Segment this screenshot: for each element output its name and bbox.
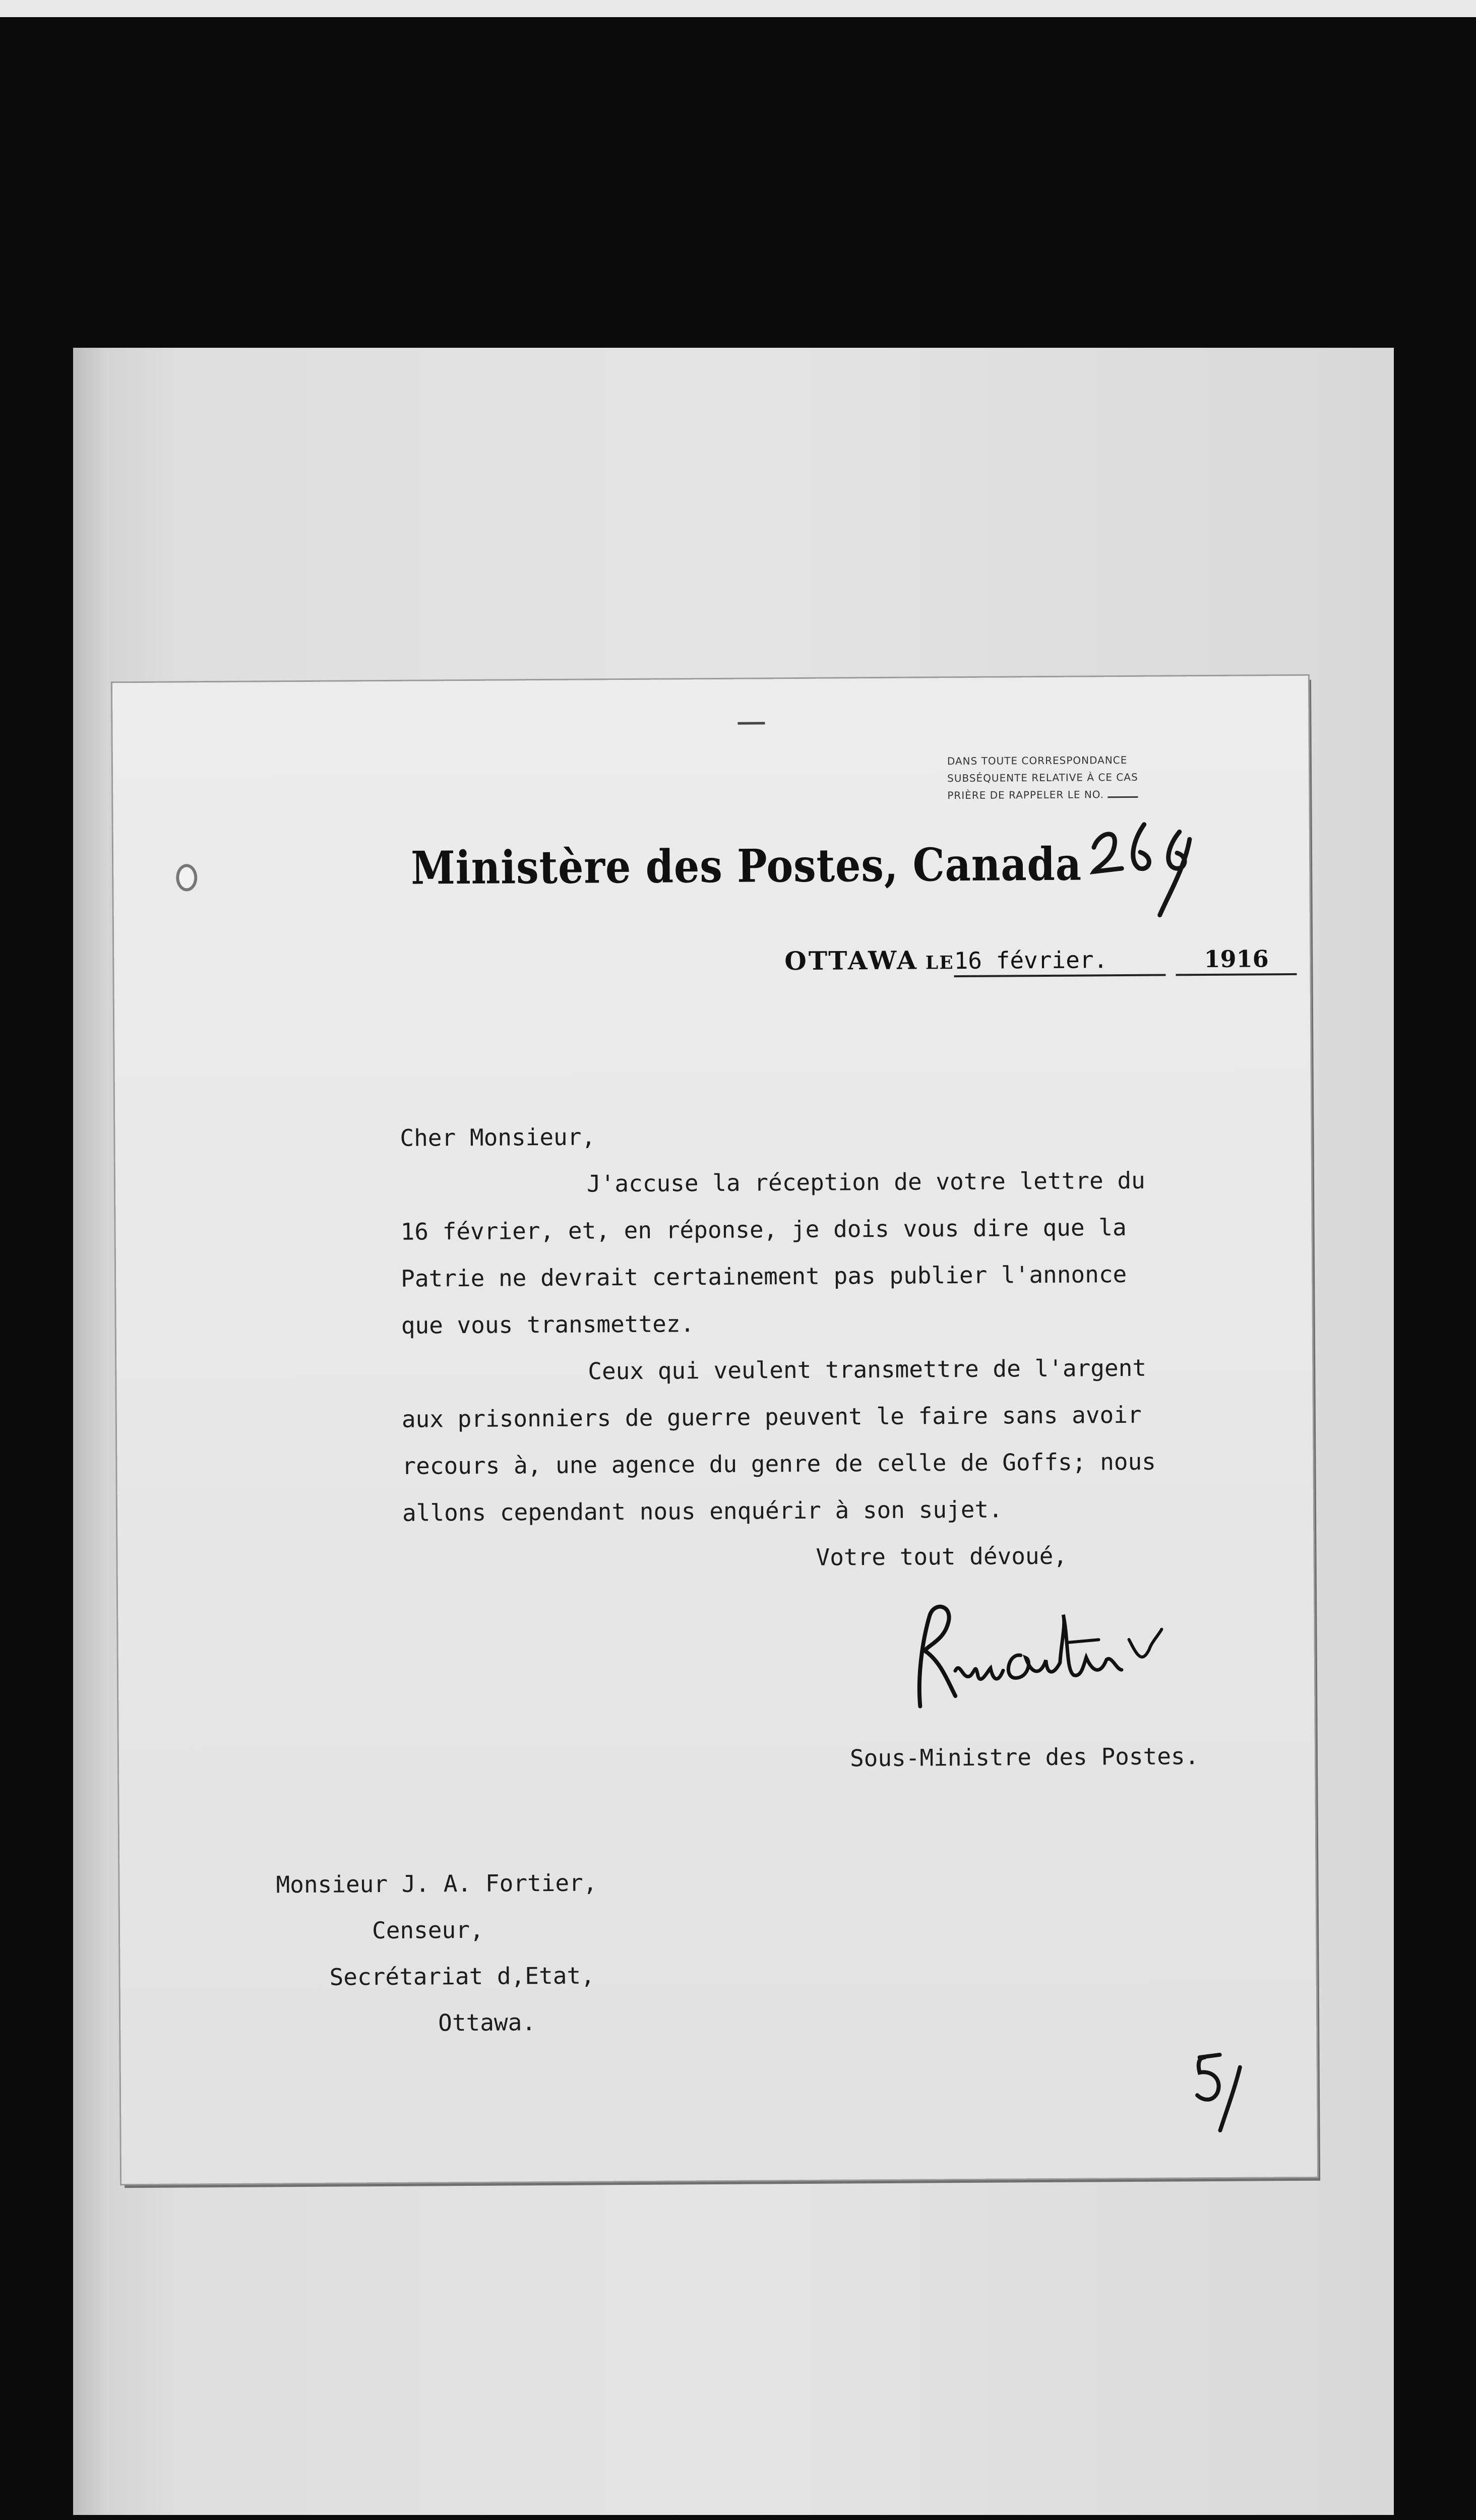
- body-line: 16 février, et, en réponse, je dois vous dire que la: [400, 1214, 1127, 1245]
- salutation: Cher Monsieur,: [400, 1123, 596, 1152]
- dateline-city: OTTAWA: [784, 945, 919, 976]
- address-line: Censeur,: [372, 1916, 484, 1944]
- correspondence-note-line: PRIÈRE DE RAPPELER LE NO.: [947, 785, 1209, 804]
- body-line: aux prisonniers de guerre peuvent le faire sans avoir: [401, 1401, 1142, 1433]
- body-line: J'accuse la réception de votre lettre du: [586, 1166, 1145, 1198]
- dateline: [784, 943, 1268, 978]
- body-line: Ceux qui veulent transmettre de l'argent: [588, 1354, 1147, 1385]
- dateline-date: 16 février.: [954, 946, 1165, 978]
- closing: Votre tout dévoué,: [816, 1542, 1068, 1571]
- correspondence-note-line: DANS TOUTE CORRESPONDANCE: [947, 753, 1128, 768]
- address-line: Monsieur J. A. Fortier,: [276, 1869, 597, 1899]
- letterhead: Ministère des Postes, Canada: [410, 837, 1082, 895]
- body-line: recours à, une agence du genre de celle de Goffs; nous: [402, 1447, 1156, 1480]
- body-line: que vous transmettez.: [401, 1310, 695, 1339]
- film-top-edge: [0, 0, 1476, 17]
- handwritten-page-mark: [1177, 2037, 1258, 2138]
- correspondence-note: [947, 751, 1210, 804]
- address-line: Ottawa.: [438, 2008, 536, 2037]
- address-line: Secrétariat d,Etat,: [329, 1962, 595, 1991]
- handwritten-signature: [899, 1594, 1172, 1716]
- body-line: Patrie ne devrait certainement pas publier l'annonce: [400, 1261, 1127, 1292]
- letter-body: [400, 1110, 1235, 1584]
- punch-hole: [176, 864, 197, 891]
- signer-title: Sous-Ministre des Postes.: [849, 1742, 1199, 1772]
- dash-mark: [737, 722, 765, 724]
- correspondence-note-line: SUBSÉQUENTE RELATIVE À CE CAS: [947, 771, 1138, 785]
- dateline-le: LE: [925, 952, 954, 974]
- handwritten-file-number: [1084, 811, 1215, 923]
- body-line: allons cependant nous enquérir à son sujet.: [402, 1495, 1003, 1527]
- letter-page: [112, 676, 1317, 2184]
- recipient-address: [276, 1859, 598, 2047]
- dateline-year: 1916: [1176, 945, 1297, 976]
